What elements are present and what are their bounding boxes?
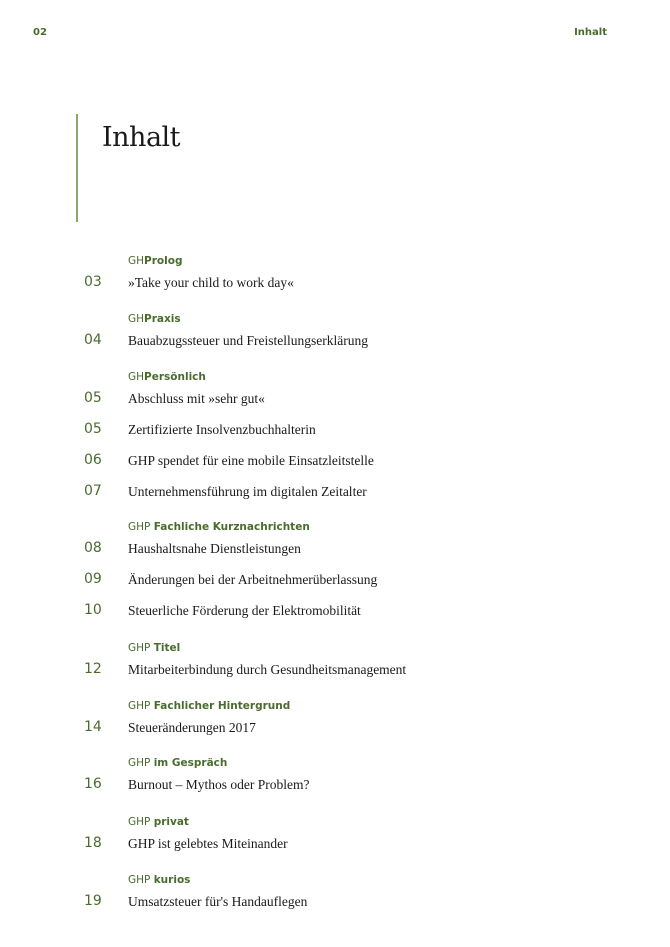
toc-page-number: 03 <box>84 274 102 290</box>
toc-entry-title: Steuerliche Förderung der Elektromobilität <box>128 603 361 618</box>
toc-entry-title: Burnout – Mythos oder Problem? <box>128 777 310 792</box>
section-heading <box>128 874 190 886</box>
section-name: im Gespräch <box>153 757 228 769</box>
section-prefix: GH <box>128 313 145 325</box>
toc-entry-title: Haushaltsnahe Dienstleistungen <box>128 541 301 556</box>
section-name: privat <box>153 816 189 828</box>
toc-page-number: 10 <box>84 602 102 618</box>
page-number: 02 <box>33 27 47 38</box>
toc-entry-title: Mitarbeiterbindung durch Gesundheitsmanagement <box>128 662 407 677</box>
toc-entry-title: GHP ist gelebtes Miteinander <box>128 836 288 851</box>
section-heading <box>128 313 181 325</box>
section-heading <box>128 255 182 267</box>
toc-entry-title: Unternehmensführung im digitalen Zeitalter <box>128 484 367 499</box>
section-prefix: GHP <box>128 874 154 886</box>
section-name: Prolog <box>144 255 183 267</box>
section-prefix: GHP <box>128 816 154 828</box>
toc-page-number: 07 <box>84 483 102 499</box>
section-prefix: GH <box>128 255 145 267</box>
toc-entry-title: Umsatzsteuer für's Handauflegen <box>128 894 308 909</box>
toc-entry-title: »Take your child to work day« <box>128 275 294 290</box>
toc-page-number: 06 <box>84 452 102 468</box>
section-heading <box>128 521 310 533</box>
toc-page-number: 05 <box>84 421 102 437</box>
page-title: Inhalt <box>102 122 181 153</box>
toc-page-number: 14 <box>84 719 102 735</box>
toc-page-number: 16 <box>84 776 102 792</box>
section-heading <box>128 642 180 654</box>
section-heading <box>128 757 227 769</box>
toc-page-number: 19 <box>84 893 102 909</box>
toc-page-number: 04 <box>84 332 102 348</box>
section-name: Titel <box>153 642 181 654</box>
section-name: Persönlich <box>144 371 206 383</box>
section-name: Fachlicher Hintergrund <box>153 700 291 712</box>
section-prefix: GHP <box>128 642 154 654</box>
toc-page-number: 12 <box>84 661 102 677</box>
toc-entry-title: Änderungen bei der Arbeitnehmerüberlassung <box>128 572 378 587</box>
toc-entry-title: Zertifizierte Insolvenzbuchhalterin <box>128 422 316 437</box>
section-heading <box>128 371 206 383</box>
toc-page-number: 18 <box>84 835 102 851</box>
toc-entry-title: Steueränderungen 2017 <box>128 720 256 735</box>
section-prefix: GHP <box>128 757 154 769</box>
toc-entry-title: Bauabzugssteuer und Freistellungserklärung <box>128 333 368 348</box>
section-name: Praxis <box>144 313 181 325</box>
toc-page-number: 08 <box>84 540 102 556</box>
section-name: kurios <box>153 874 191 886</box>
toc-page-number: 05 <box>84 390 102 406</box>
section-heading <box>128 700 290 712</box>
title-rule <box>76 114 78 222</box>
section-prefix: GH <box>128 371 145 383</box>
toc-entry-title: GHP spendet für eine mobile Einsatzleitstelle <box>128 453 374 468</box>
toc-entry-title: Abschluss mit »sehr gut« <box>128 391 265 406</box>
toc-page-number: 09 <box>84 571 102 587</box>
running-header: Inhalt <box>574 27 607 38</box>
section-prefix: GHP <box>128 521 154 533</box>
section-prefix: GHP <box>128 700 154 712</box>
section-name: Fachliche Kurznachrichten <box>153 521 310 533</box>
section-heading <box>128 816 189 828</box>
